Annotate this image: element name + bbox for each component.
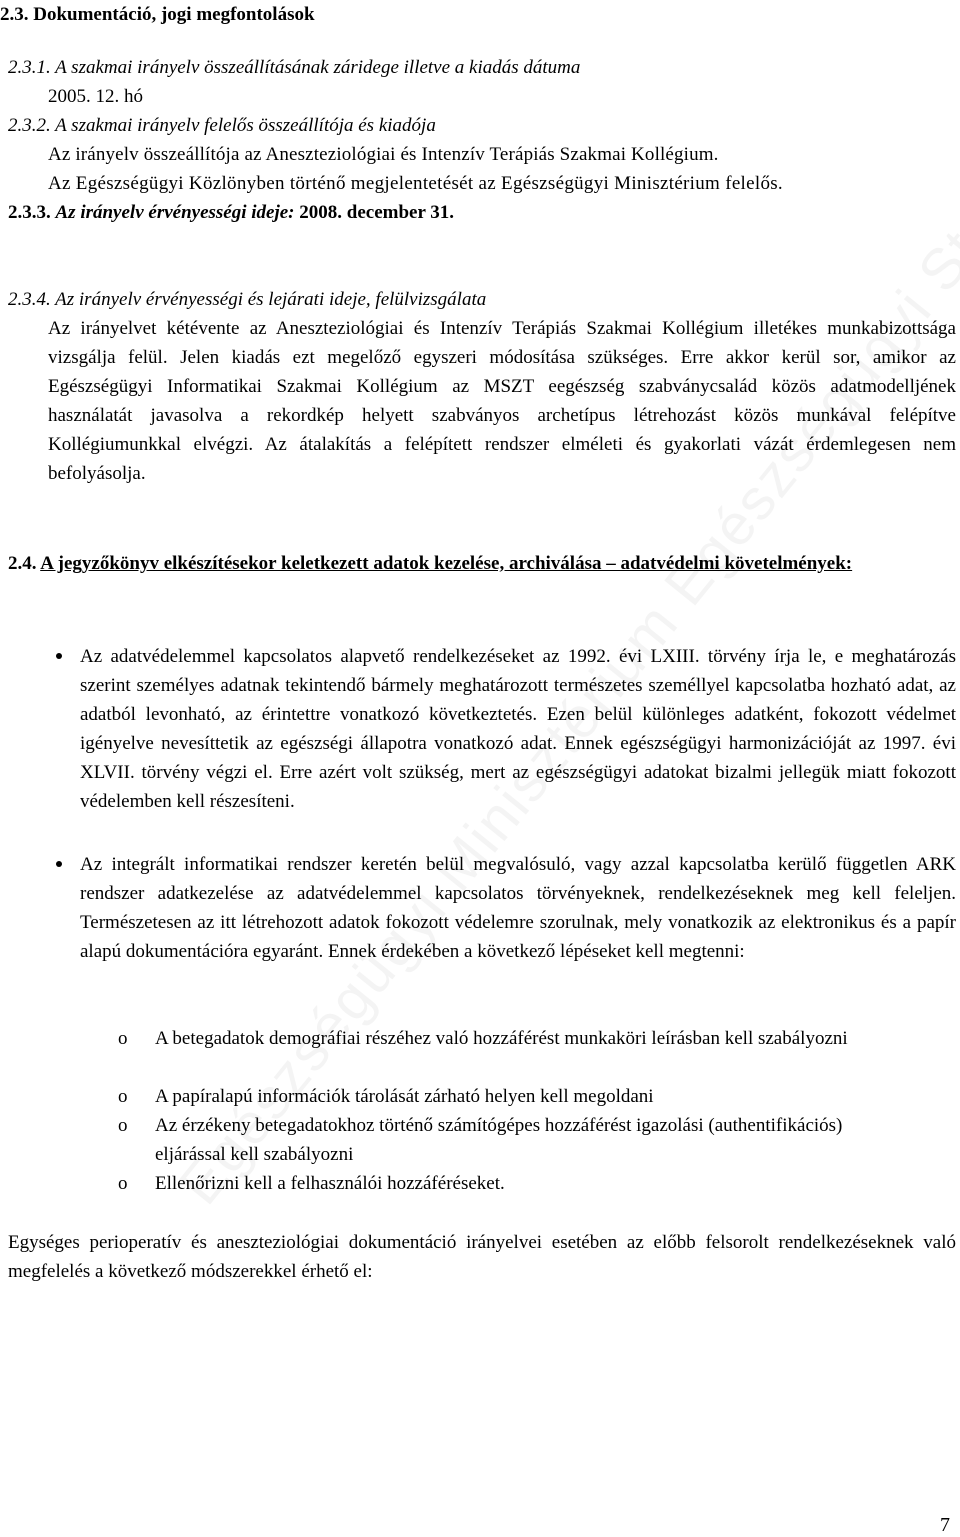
sub-marker: o [118,1028,128,1049]
bullet-item-1: Az adatvédelemmel kapcsolatos alapvető rendelkezéseket az 1992. évi LXIII. törvény írja le, e meghatározás szerint személyes adatnak tekintendő bármely meghatározott természetes személlyel kapcsolatba hozható adat, az adatból levonható, az érintettre vonatkozó következtetés. Ezen belül különleges adatként, fokozott védelmet igényelve nevesíttetik az egészségi állapotra vonatkozó adat. Ennek egészségügyi harmonizációját az 1997. évi XLVII. törvény végzi el. Erre azért volt szükség, mert az egészségügyi adatokat bizalmi jellegük miatt fokozott védelemben kell részesíteni. [80,646,956,812]
heading-2-3-4: 2.3.4. Az irányelv érvényességi és lejárati ideje, felülvizsgálata [8,289,487,310]
sub-item-1: A betegadatok demográfiai részéhez való hozzáférést munkaköri leírásban kell szabályozni [155,1028,848,1049]
review-text: Az irányelvet kétévente az Aneszteziológiai és Intenzív Terápiás Szakmai Kollégium illetékes munkabizottsága vizsgálja felül. Jelen kiadás ezt megelőző egyszeri módosítása szükséges. Erre akkor kerül sor, amikor az Egészségügyi Informatikai Szakmai Kollégium az MSZT eegészség szabványcsalád közös adatmodelljének használatát javasolva a rekordkép helyett szabványos archetípus létrehozást közös munkával felépítve Kollégiumunkkal elvégzi. Az átalakítás a felépített rendszer elméleti és gyakorlati vázát érdemlegesen nem befolyásolja. [48,318,956,484]
page-number: 7 [940,1514,950,1536]
section-2-4-heading [8,549,956,578]
compiler-text: Az irányelv összeállítója az Aneszteziológiai és Intenzív Terápiás Szakmai Kollégium. [48,144,719,165]
sub-marker: o [118,1115,128,1136]
section-title: 2.3. Dokumentáció, jogi megfontolások [0,4,315,25]
release-date: 2005. 12. hó [48,86,143,107]
section-2-4-number: 2.4. [8,553,37,574]
sub-item-2: A papíralapú információk tárolását zárható helyen kell megoldani [155,1086,654,1107]
sub-item-4: Ellenőrizni kell a felhasználói hozzáféréseket. [155,1173,505,1194]
heading-2-3-3-number: 2.3.3. [8,202,51,223]
sub-item-3: Az érzékeny betegadatokhoz történő számítógépes hozzáférést igazolási (authentifikációs) eljárással kell szabályozni [155,1115,843,1165]
sub-marker: o [118,1086,128,1107]
publisher-text: Az Egészségügyi Közlönyben történő megjelentetését az Egészségügyi Minisztérium felelős. [48,173,783,194]
validity-line [8,198,908,227]
bullet-dot [56,861,62,867]
sub-marker: o [118,1173,128,1194]
closing-paragraph: Egységes perioperatív és aneszteziológiai dokumentáció irányelvei esetében az előbb felsorolt rendelkezéseknek való megfelelés a következő módszerekkel érhető el: [8,1232,956,1282]
heading-2-3-3-text: Az irányelv érvényességi ideje: [55,202,295,223]
section-2-4-title: A jegyzőkönyv elkészítésekor keletkezett adatok kezelése, archiválása – adatvédelmi követelmények: [40,553,853,574]
heading-2-3-2: 2.3.2. A szakmai irányelv felelős összeállítója és kiadója [8,115,436,136]
bullet-item-2: Az integrált informatikai rendszer keretén belül megvalósuló, vagy azzal kapcsolatba kerülő független ARK rendszer adatkezelése az adatvédelemmel kapcsolatos törvényeknek, rendelkezéseknek meg kell feleljen. Természetesen az itt létrehozott adatok fokozott védelemre szorulnak, mely vonatkozik az elektronikus és a papír alapú dokumentációra egyaránt. Ennek érdekében a következő lépéseket kell megtenni: [80,854,956,962]
heading-2-3-1: 2.3.1. A szakmai irányelv összeállításának záridege illetve a kiadás dátuma [8,57,581,78]
bullet-dot [56,653,62,659]
validity-date: 2008. december 31. [299,202,455,223]
